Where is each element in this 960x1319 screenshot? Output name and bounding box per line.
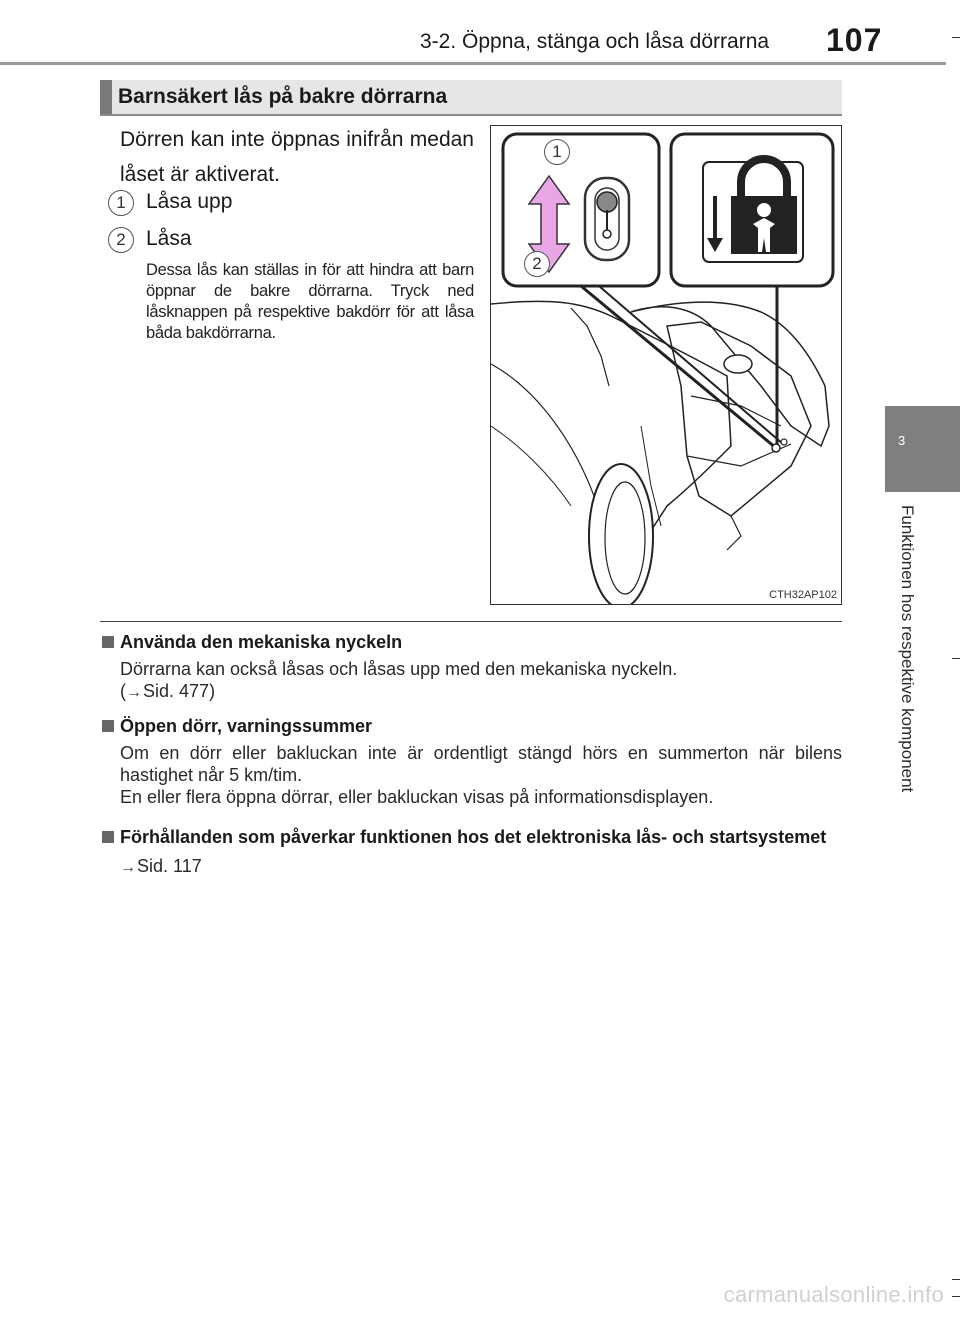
child-lock-illustration: [490, 125, 842, 605]
step-number-badge: 1: [108, 190, 134, 216]
crop-mark: [952, 1279, 960, 1280]
header-title: 3-2. Öppna, stänga och låsa dörrarna: [420, 30, 770, 53]
note-body: Dörrarna kan också låsas och låsas upp med den mekaniska nyckeln. (→Sid. 477): [120, 659, 678, 701]
callout-1: 1: [544, 139, 570, 165]
section-title: Barnsäkert lås på bakre dörrarna: [118, 85, 448, 108]
header-rule: [0, 62, 946, 65]
square-bullet-icon: [102, 831, 114, 843]
note-body: [120, 855, 842, 879]
item-label: Låsa upp: [146, 190, 233, 213]
item-label: Låsa: [146, 227, 192, 250]
page-reference: Sid. 117: [137, 856, 202, 876]
step-number-badge: 2: [108, 227, 134, 253]
crop-mark: [952, 658, 960, 659]
callout-2: 2: [524, 251, 550, 277]
note-door-buzzer: [102, 716, 842, 808]
watermark: carmanualsonline.info: [723, 1282, 944, 1307]
square-bullet-icon: [102, 720, 114, 732]
note-body: Om en dörr eller bakluckan inte är ordentligt stängd hörs en summerton när bilens hastighet når 5 km/tim. En eller flera öppna dörrar, eller bakluckan visas på informationsdisplayen.: [120, 743, 842, 807]
page-reference: Sid. 477: [143, 681, 210, 701]
crop-mark: [952, 1296, 960, 1297]
crop-mark: [952, 37, 960, 38]
arrow-right-icon: →: [126, 684, 142, 701]
note-heading: Öppen dörr, varningssummer: [102, 716, 842, 737]
note-heading: Förhållanden som påverkar funktionen hos det elektroniska lås- och startsystemet: [102, 825, 842, 849]
car-door-drawing: [491, 126, 842, 605]
section-divider: [100, 621, 842, 622]
chapter-label: Funktionen hos respektive komponent: [898, 505, 917, 793]
note-heading: Använda den mekaniska nyckeln: [102, 632, 842, 653]
chapter-number: 3: [898, 433, 906, 448]
section-note: Dessa lås kan ställas in för att hindra att barn öppnar de bakre dörrarna. Tryck ned låsknappen på respektive bakdörr för att låsa båda bakdörrarna.: [146, 261, 474, 342]
page-number: 107: [826, 22, 883, 58]
chapter-tab: [885, 406, 960, 492]
note-smart-entry: [102, 825, 842, 879]
note-mechanical-key: [102, 632, 842, 704]
section-rule: [100, 114, 842, 116]
arrow-right-icon: →: [120, 859, 136, 876]
section-intro: Dörren kan inte öppnas inifrån medan låset är aktiverat.: [120, 128, 474, 186]
square-bullet-icon: [102, 636, 114, 648]
illustration-code: CTH32AP102: [769, 589, 837, 601]
